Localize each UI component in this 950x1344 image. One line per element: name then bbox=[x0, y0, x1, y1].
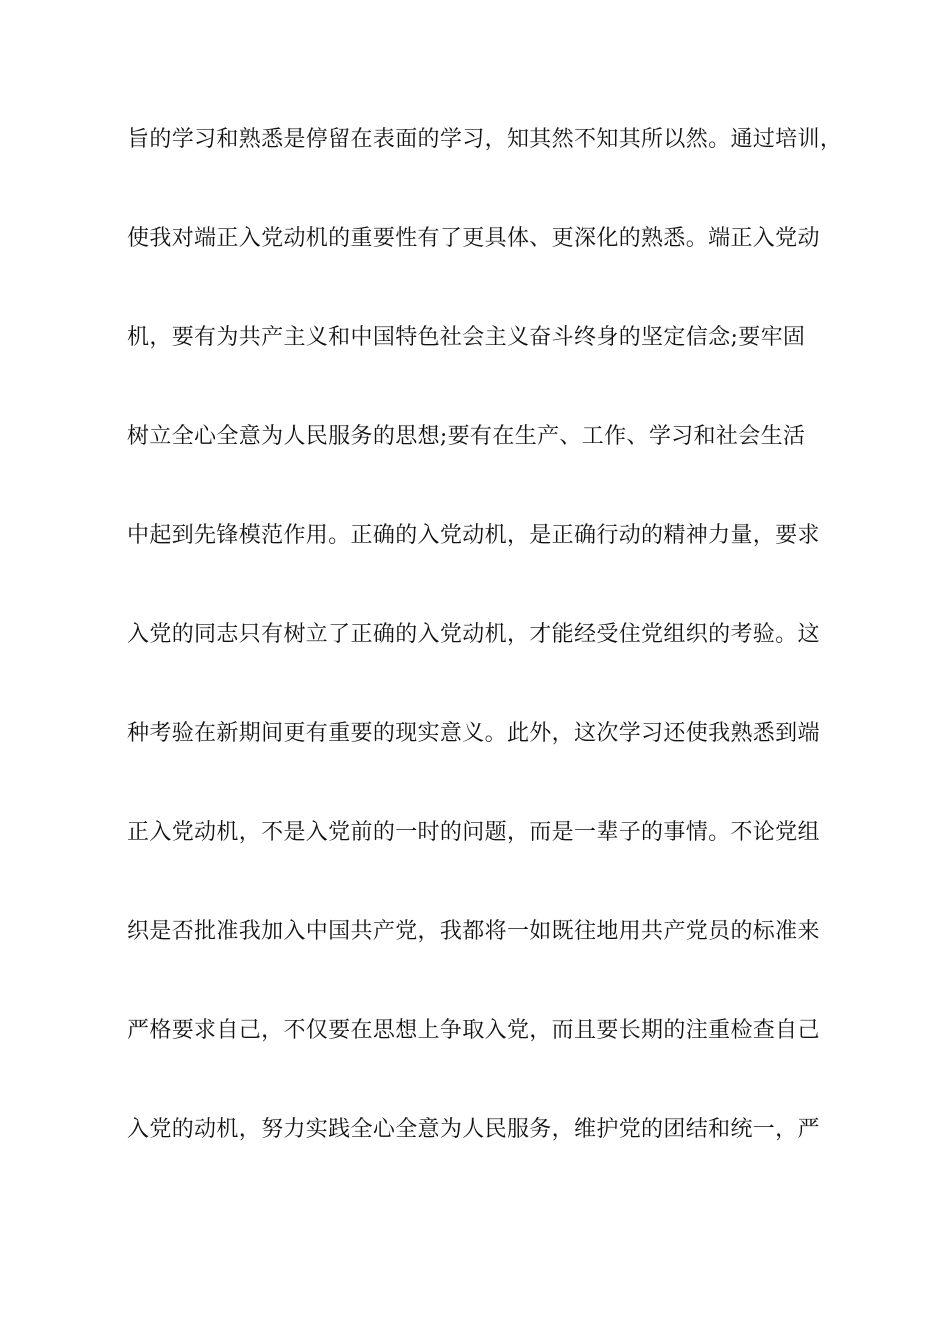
text-line: 织是否批准我加入中国共产党，我都将一如既往地用共产党员的标准来 bbox=[127, 919, 820, 944]
text-line: 机，要有为共产主义和中国特色社会主义奋斗终身的坚定信念;要牢固 bbox=[127, 325, 806, 350]
text-line: 严格要求自己，不仅要在思想上争取入党，而且要长期的注重检查自己 bbox=[127, 1018, 820, 1043]
text-line: 中起到先锋模范作用。正确的入党动机，是正确行动的精神力量，要求 bbox=[127, 523, 820, 548]
text-line: 正入党动机，不是入党前的一时的问题，而是一辈子的事情。不论党组 bbox=[127, 820, 820, 845]
text-line: 树立全心全意为人民服务的思想;要有在生产、工作、学习和社会生活 bbox=[127, 424, 806, 449]
body-text bbox=[127, 118, 843, 1207]
text-line: 旨的学习和熟悉是停留在表面的学习，知其然不知其所以然。通过培训， bbox=[127, 127, 843, 152]
text-line: 入党的同志只有树立了正确的入党动机，才能经受住党组织的考验。这 bbox=[127, 622, 820, 647]
text-line: 种考验在新期间更有重要的现实意义。此外，这次学习还使我熟悉到端 bbox=[127, 721, 820, 746]
text-line: 入党的动机，努力实践全心全意为人民服务，维护党的团结和统一，严 bbox=[127, 1117, 820, 1142]
text-line: 使我对端正入党动机的重要性有了更具体、更深化的熟悉。端正入党动 bbox=[127, 226, 820, 251]
